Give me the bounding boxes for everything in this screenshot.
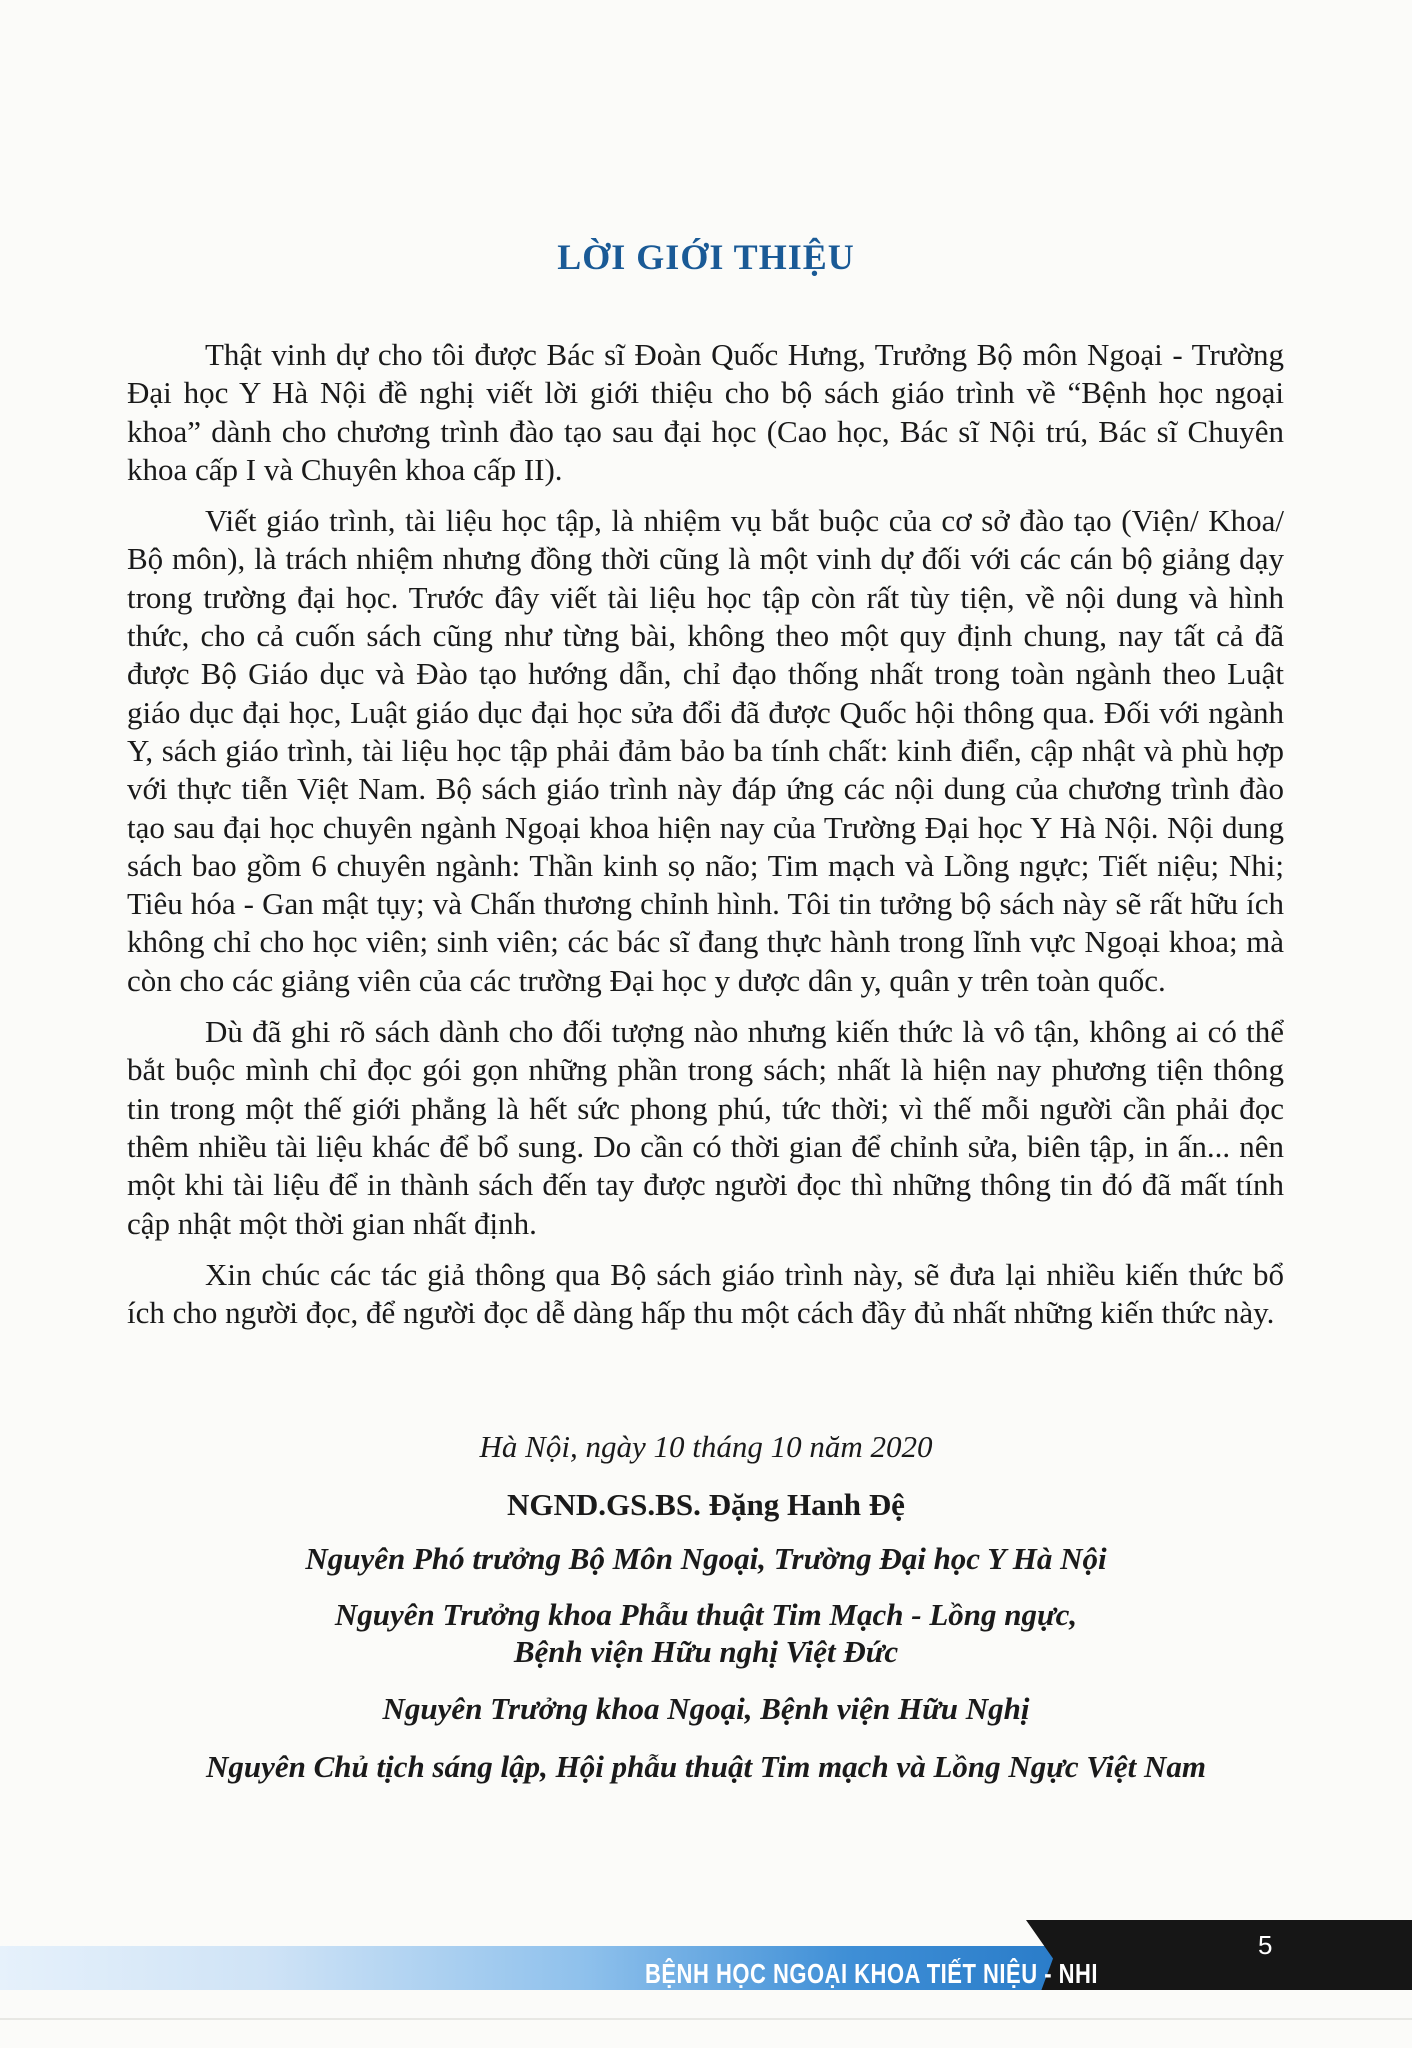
paragraph-2: Viết giáo trình, tài liệu học tập, là nhiệm vụ bắt buộc của cơ sở đào tạo (Viện/ Khoa/ Bộ môn), là trách nhiệm nhưng đồng thời cũng là một vinh dự đối với các cán bộ giảng dạy trong trường đại học. Trước đây viết tài liệu học tập còn rất tùy tiện, về nội dung và hình thức, cho cả cuốn sách cũng như từng bài, không theo một quy định chung, nay tất cả đã được Bộ Giáo dục và Đào tạo hướng dẫn, chỉ đạo thống nhất trong toàn ngành theo Luật giáo dục đại học, Luật giáo dục đại học sửa đổi đã được Quốc hội thông qua. Đối với ngành Y, sách giáo trình, tài liệu học tập phải đảm bảo ba tính chất: kinh điển, cập nhật và phù hợp với thực tiễn Việt Nam. Bộ sách giáo trình này đáp ứng các nội dung của chương trình đào tạo sau đại học chuyên ngành Ngoại khoa hiện nay của Trường Đại học Y Hà Nội. Nội dung sách bao gồm 6 chuyên ngành: Thần kinh sọ não; Tim mạch và Lồng ngực; Tiết niệu; Nhi; Tiêu hóa - Gan mật tụy; và Chấn thương chỉnh hình. Tôi tin tưởng bộ sách này sẽ rất hữu ích không chỉ cho học viên; sinh viên; các bác sĩ đang thực hành trong lĩnh vực Ngoại khoa; mà còn cho các giảng viên của các trường Đại học y dược dân y, quân y trên toàn quốc. <box>127 503 1284 998</box>
body-text <box>127 336 1284 1332</box>
footer-book-title: BỆNH HỌC NGOẠI KHOA TIẾT NIỆU - NHI <box>645 1958 1099 1990</box>
scan-edge-line <box>0 2018 1412 2020</box>
signature-role-2: Nguyên Trưởng khoa Phẫu thuật Tim Mạch - Lồng ngực, <box>334 1597 1078 1632</box>
signature-role-1: Nguyên Phó trưởng Bộ Môn Ngoại, Trường Đại học Y Hà Nội <box>305 1541 1107 1576</box>
page-number: 5 <box>1258 1930 1273 1960</box>
paragraph-4: Xin chúc các tác giả thông qua Bộ sách giáo trình này, sẽ đưa lại nhiều kiến thức bổ ích cho người đọc, để người đọc dễ dàng hấp thu một cách đầy đủ nhất những kiến thức này. <box>127 1256 1284 1331</box>
page-title: LỜI GIỚI THIỆU <box>557 237 855 277</box>
signature-name: NGND.GS.BS. Đặng Hanh Đệ <box>507 1487 905 1522</box>
signature-role-3: Bệnh viện Hữu nghị Việt Đức <box>513 1634 899 1669</box>
signature-role-4: Nguyên Trưởng khoa Ngoại, Bệnh viện Hữu Nghị <box>382 1691 1030 1726</box>
page-footer <box>0 1920 1412 1990</box>
paragraph-3: Dù đã ghi rõ sách dành cho đối tượng nào nhưng kiến thức là vô tận, không ai có thể bắt buộc mình chỉ đọc gói gọn những phần trong sách; nhất là hiện nay phương tiện thông tin trong một thế giới phẳng là hết sức phong phú, tức thời; vì thế mỗi người cần phải đọc thêm nhiều tài liệu khác để bổ sung. Do cần có thời gian để chỉnh sửa, biên tập, in ấn... nên một khi tài liệu để in thành sách đến tay được người đọc thì những thông tin đó đã mất tính cập nhật một thời gian nhất định. <box>127 1014 1284 1241</box>
signature-date: Hà Nội, ngày 10 tháng 10 năm 2020 <box>479 1429 933 1464</box>
paragraph-1: Thật vinh dự cho tôi được Bác sĩ Đoàn Quốc Hưng, Trưởng Bộ môn Ngoại - Trường Đại học Y Hà Nội đề nghị viết lời giới thiệu cho bộ sách giáo trình về “Bệnh học ngoại khoa” dành cho chương trình đào tạo sau đại học (Cao học, Bác sĩ Nội trú, Bác sĩ Chuyên khoa cấp I và Chuyên khoa cấp II). <box>127 337 1284 487</box>
signature-role-5: Nguyên Chủ tịch sáng lập, Hội phẫu thuật Tim mạch và Lồng Ngực Việt Nam <box>205 1749 1207 1784</box>
